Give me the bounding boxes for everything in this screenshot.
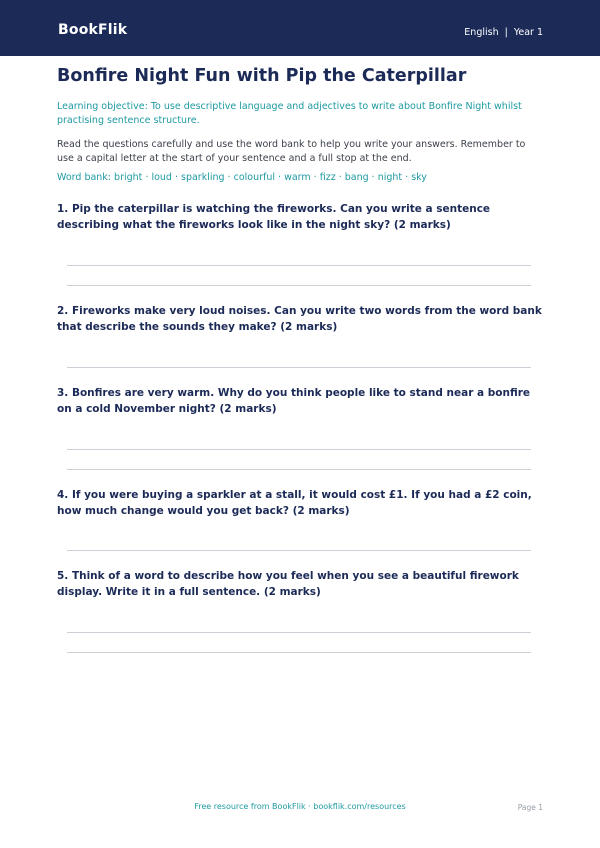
answer-line[interactable] <box>67 449 531 450</box>
answer-line[interactable] <box>67 285 531 286</box>
question-4: 4. If you were buying a sparkler at a stall, it would cost £1. If you had a £2 coin, how much change would you get back? (2 marks) <box>57 489 532 517</box>
brand-logo[interactable]: BookFlik <box>58 22 128 38</box>
answer-line[interactable] <box>67 367 531 368</box>
word-bank: Word bank: bright · loud · sparkling · colourful · warm · fizz · bang · night · sky <box>57 172 427 183</box>
learning-objective: Learning objective: To use descriptive language and adjectives to write about Bonfire Night whilst practising sentence structure. <box>57 101 522 126</box>
question-3: 3. Bonfires are very warm. Why do you think people like to stand near a bonfire on a cold November night? (2 marks) <box>57 387 531 415</box>
answer-line[interactable] <box>67 265 531 266</box>
subject-label: English <box>464 27 499 38</box>
page-title: Bonfire Night Fun with Pip the Caterpillar <box>57 66 467 86</box>
year-label: Year 1 <box>513 27 543 38</box>
question-2: 2. Fireworks make very loud noises. Can you write two words from the word bank that describe the sounds they make? (2 marks) <box>57 305 542 333</box>
footer-source[interactable]: Free resource from BookFlik · bookflik.com/resources <box>194 802 406 811</box>
header-meta <box>464 27 543 38</box>
question-1: 1. Pip the caterpillar is watching the fireworks. Can you write a sentence describing what the fireworks look like in the night sky? (2 marks) <box>57 203 491 231</box>
header-separator: | <box>504 27 508 38</box>
page-number: Page 1 <box>517 803 543 812</box>
answer-line[interactable] <box>67 632 531 633</box>
answer-line[interactable] <box>67 469 531 470</box>
question-5: 5. Think of a word to describe how you feel when you see a beautiful firework display. Write it in a full sentence. (2 marks) <box>57 570 519 598</box>
page-header <box>0 0 600 56</box>
answer-line[interactable] <box>67 550 531 551</box>
answer-line[interactable] <box>67 652 531 653</box>
instructions: Read the questions carefully and use the word bank to help you write your answers. Remember to use a capital letter at the start of your sentence and a full stop at the end. <box>57 139 526 164</box>
